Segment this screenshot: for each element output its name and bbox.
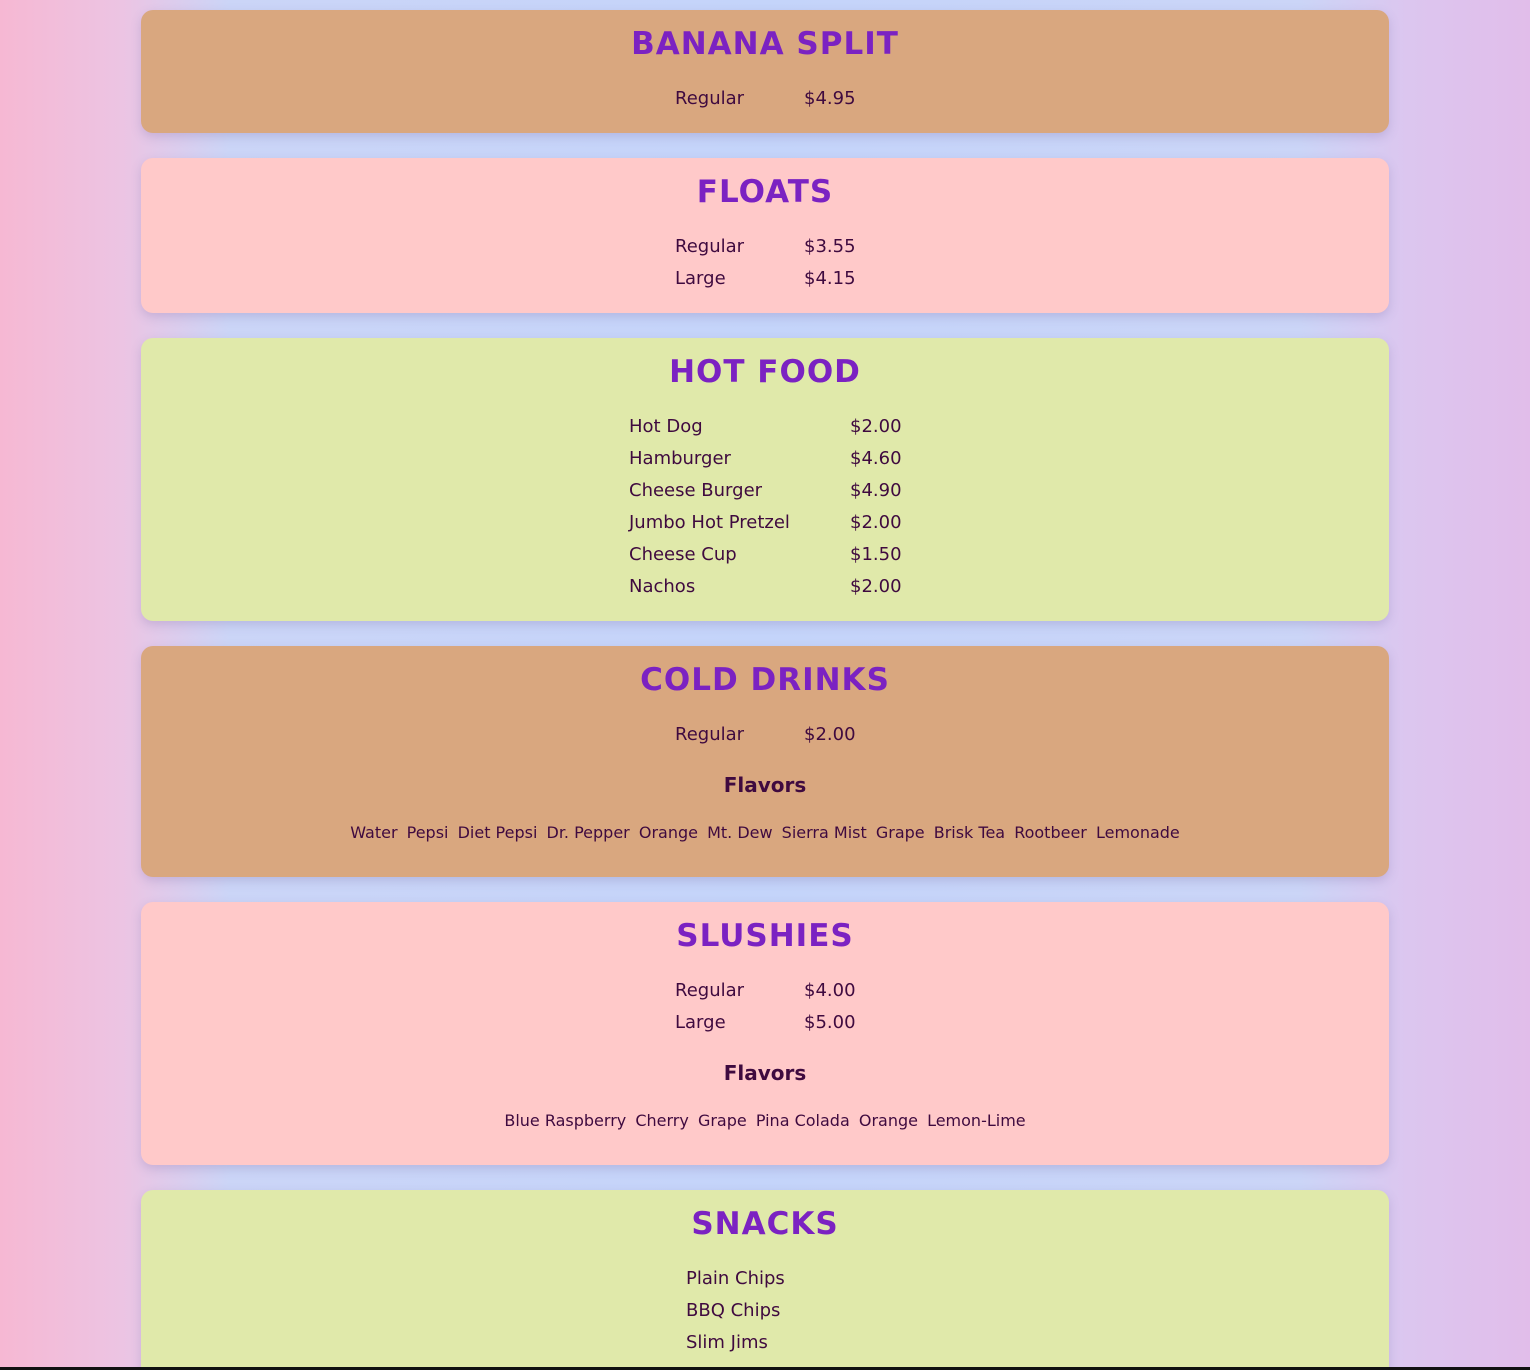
item-name: Plain Chips: [686, 1268, 785, 1289]
item-name: Cheese Cup: [629, 544, 737, 565]
flavor-item: Cherry: [635, 1111, 689, 1130]
flavor-item: Pepsi: [406, 823, 449, 842]
table-row: [686, 1263, 785, 1295]
hot-food-price-table: [629, 411, 902, 603]
table-row: [629, 411, 902, 443]
slushies-card: [141, 902, 1389, 1165]
item-price: $2.00: [804, 724, 856, 745]
floats-title: FLOATS: [696, 174, 834, 210]
item-name: Slim Jims: [686, 1332, 768, 1353]
flavor-item: Lemon-Lime: [927, 1111, 1026, 1130]
slushies-title: SLUSHIES: [676, 918, 854, 954]
flavor-item: Orange: [638, 823, 698, 842]
item-name: Jumbo Hot Pretzel: [629, 512, 790, 533]
slushies-price-table: [675, 975, 856, 1039]
flavor-item: Pina Colada: [755, 1111, 850, 1130]
table-row: [675, 83, 856, 115]
item-name: Hamburger: [629, 448, 731, 469]
flavor-item: Grape: [697, 1111, 747, 1130]
flavor-item: Mt. Dew: [707, 823, 773, 842]
flavor-item: Grape: [875, 823, 925, 842]
flavor-item: Brisk Tea: [933, 823, 1006, 842]
item-name: Regular: [675, 236, 745, 257]
table-row: [675, 719, 856, 751]
item-name: Hot Dog: [629, 416, 703, 437]
table-row: [675, 231, 856, 263]
flavor-item: Sierra Mist: [781, 823, 867, 842]
hot-food-card: [141, 338, 1389, 621]
flavor-item: Diet Pepsi: [457, 823, 538, 842]
table-row: [686, 1295, 785, 1327]
item-price: $5.00: [804, 1012, 856, 1033]
item-price: $3.55: [804, 236, 856, 257]
item-name: BBQ Chips: [686, 1300, 781, 1321]
slushies-flavors-heading: Flavors: [723, 1061, 807, 1085]
flavor-item: Blue Raspberry: [504, 1111, 627, 1130]
flavor-item: Orange: [858, 1111, 918, 1130]
banana-split-price-table: [675, 83, 856, 115]
table-row: [629, 443, 902, 475]
item-price: $2.00: [850, 416, 902, 437]
flavor-item: Rootbeer: [1014, 823, 1087, 842]
banana-split-title: BANANA SPLIT: [631, 26, 899, 62]
item-price: $2.00: [850, 576, 902, 597]
hot-food-title: HOT FOOD: [669, 354, 861, 390]
table-row: [629, 539, 902, 571]
item-price: $4.15: [804, 268, 856, 289]
table-row: [629, 507, 902, 539]
floats-card: [141, 158, 1389, 313]
item-name: Regular: [675, 724, 745, 745]
table-row: [675, 263, 856, 295]
table-row: [675, 1007, 856, 1039]
item-price: $1.50: [850, 544, 902, 565]
cold-drinks-title: COLD DRINKS: [640, 662, 890, 698]
cold-drinks-price-table: [675, 719, 856, 751]
snacks-card: [141, 1190, 1389, 1370]
item-name: Cheese Burger: [629, 480, 763, 501]
cold-drinks-flavors-list: [141, 825, 1389, 841]
table-row: [675, 975, 856, 1007]
item-price: $4.00: [804, 980, 856, 1001]
item-name: Large: [675, 268, 726, 289]
floats-price-table: [675, 231, 856, 295]
table-row: [629, 475, 902, 507]
cold-drinks-card: [141, 646, 1389, 877]
table-row: [686, 1327, 785, 1359]
flavor-item: Water: [350, 823, 398, 842]
item-name: Large: [675, 1012, 726, 1033]
item-name: Regular: [675, 980, 745, 1001]
table-row: [629, 571, 902, 603]
flavor-item: Dr. Pepper: [546, 823, 630, 842]
item-name: Regular: [675, 88, 745, 109]
slushies-flavors-list: [141, 1113, 1389, 1129]
cold-drinks-flavors-heading: Flavors: [723, 773, 807, 797]
item-price: $4.95: [804, 88, 856, 109]
flavor-item: Lemonade: [1095, 823, 1180, 842]
snacks-table: [686, 1263, 785, 1359]
snacks-title: SNACKS: [691, 1206, 839, 1242]
banana-split-card: [141, 10, 1389, 133]
item-price: $2.00: [850, 512, 902, 533]
item-price: $4.60: [850, 448, 902, 469]
item-price: $4.90: [850, 480, 902, 501]
item-name: Nachos: [629, 576, 696, 597]
